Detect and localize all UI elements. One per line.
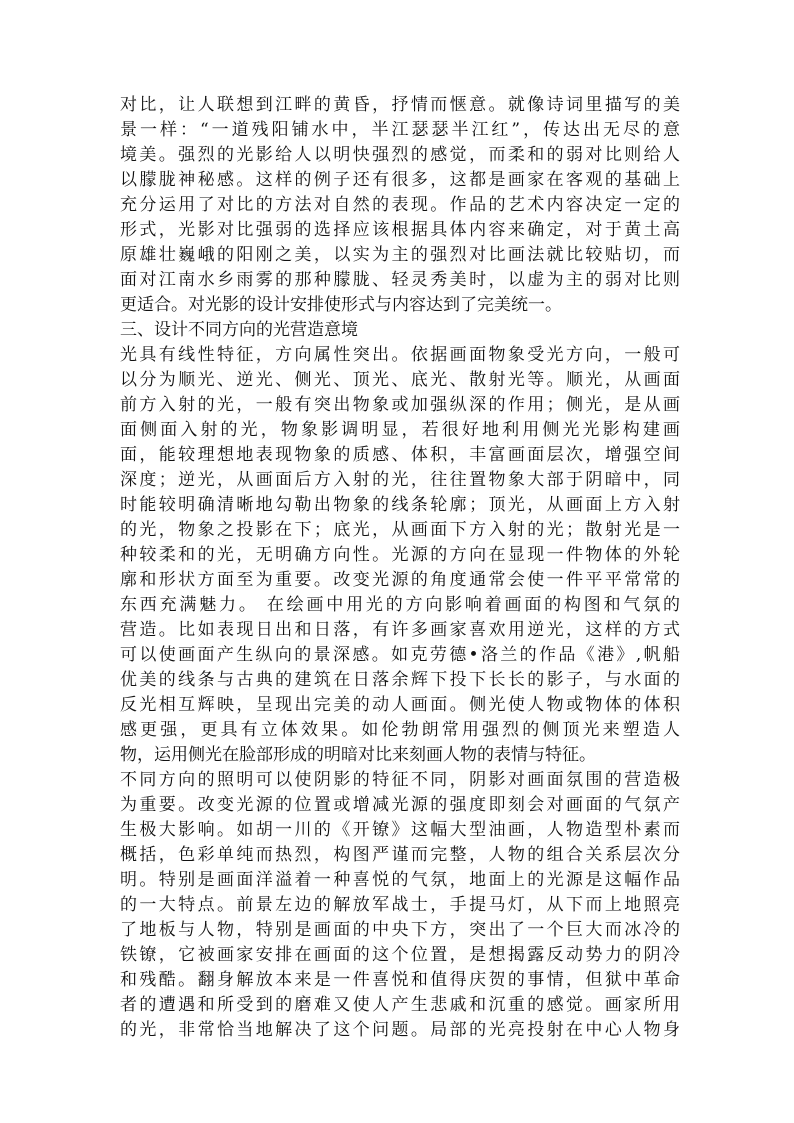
text-line: 种较柔和的光，无明确方向性。光源的方向在显现一件物体的外轮 bbox=[120, 545, 680, 565]
text-line: 东西充满魅力。 在绘画中用光的方向影响着画面的构图和气氛的 bbox=[120, 595, 680, 615]
section-heading: 三、设计不同方向的光营造意境 bbox=[120, 320, 358, 340]
text-line: 面，能较理想地表现物象的质感、体积，丰富画面层次，增强空间 bbox=[120, 445, 680, 465]
body-text bbox=[120, 93, 680, 1043]
text-line: 不同方向的照明可以使阴影的特征不同，阴影对画面氛围的营造极 bbox=[120, 770, 680, 790]
text-line: 形式，光影对比强弱的选择应该根据具体内容来确定，对于黄土高 bbox=[120, 220, 680, 240]
text-line: 的一大特点。前景左边的解放军战士，手提马灯，从下而上地照亮 bbox=[120, 895, 680, 915]
text-line: 为重要。改变光源的位置或增减光源的强度即刻会对画面的气氛产 bbox=[120, 795, 680, 815]
text-line: 深度；逆光，从画面后方入射的光，往往置物象大部于阴暗中，同 bbox=[120, 470, 680, 490]
text-line: 充分运用了对比的方法对自然的表现。作品的艺术内容决定一定的 bbox=[120, 195, 680, 215]
text-line: 感更强，更具有立体效果。如伦勃朗常用强烈的侧顶光来塑造人 bbox=[120, 720, 680, 740]
text-line: 面侧面入射的光，物象影调明显，若很好地利用侧光光影构建画 bbox=[120, 420, 680, 440]
text-line: 对比，让人联想到江畔的黄昏，抒情而惬意。就像诗词里描写的美 bbox=[120, 95, 680, 115]
text-line: 前方入射的光，一般有突出物象或加强纵深的作用；侧光，是从画 bbox=[120, 395, 680, 415]
text-line: 光具有线性特征，方向属性突出。依据画面物象受光方向，一般可 bbox=[120, 345, 680, 365]
text-line: 物，运用侧光在脸部形成的明暗对比来刻画人物的表情与特征。 bbox=[120, 745, 596, 765]
text-line: 反光相互辉映，呈现出完美的动人画面。侧光使人物或物体的体积 bbox=[120, 695, 680, 715]
text-line: 铁镣，它被画家安排在画面的这个位置，是想揭露反动势力的阴冷 bbox=[120, 945, 680, 965]
text-line: 的光，非常恰当地解决了这个问题。局部的光亮投射在中心人物身 bbox=[120, 1020, 680, 1040]
text-line: 原雄壮巍峨的阳刚之美，以实为主的强烈对比画法就比较贴切，而 bbox=[120, 245, 680, 265]
text-line: 以朦胧神秘感。这样的例子还有很多，这都是画家在客观的基础上 bbox=[120, 170, 680, 190]
text-line: 面对江南水乡雨雾的那种朦胧、轻灵秀美时，以虚为主的弱对比则 bbox=[120, 270, 680, 290]
text-line: 景一样：“一道残阳铺水中，半江瑟瑟半江红”，传达出无尽的意 bbox=[120, 120, 680, 140]
text-line: 营造。比如表现日出和日落，有许多画家喜欢用逆光，这样的方式 bbox=[120, 620, 680, 640]
text-line: 可以使画面产生纵向的景深感。如克劳德•洛兰的作品《港》,帆船 bbox=[120, 645, 680, 665]
text-line: 以分为顺光、逆光、侧光、顶光、底光、散射光等。顺光，从画面 bbox=[120, 370, 680, 390]
text-line: 明。特别是画面洋溢着一种喜悦的气氛，地面上的光源是这幅作品 bbox=[120, 870, 680, 890]
text-line: 的光，物象之投影在下；底光，从画面下方入射的光；散射光是一 bbox=[120, 520, 680, 540]
text-line: 廓和形状方面至为重要。改变光源的角度通常会使一件平平常常的 bbox=[120, 570, 680, 590]
text-line: 更适合。对光影的设计安排使形式与内容达到了完美统一。 bbox=[120, 295, 562, 315]
text-line: 时能较明确清晰地勾勒出物象的线条轮廓；顶光，从画面上方入射 bbox=[120, 495, 680, 515]
text-line: 生极大影响。如胡一川的《开镣》这幅大型油画，人物造型朴素而 bbox=[120, 820, 680, 840]
text-line: 优美的线条与古典的建筑在日落余辉下投下长长的影子，与水面的 bbox=[120, 670, 680, 690]
text-line: 和残酷。翻身解放本来是一件喜悦和值得庆贺的事情，但狱中革命 bbox=[120, 970, 680, 990]
text-line: 境美。强烈的光影给人以明快强烈的感觉，而柔和的弱对比则给人 bbox=[120, 145, 680, 165]
text-line: 了地板与人物，特别是画面的中央下方，突出了一个巨大而冰冷的 bbox=[120, 920, 680, 940]
text-line: 概括，色彩单纯而热烈，构图严谨而完整，人物的组合关系层次分 bbox=[120, 845, 680, 865]
text-line: 者的遭遇和所受到的磨难又使人产生悲戚和沉重的感觉。画家所用 bbox=[120, 995, 680, 1015]
